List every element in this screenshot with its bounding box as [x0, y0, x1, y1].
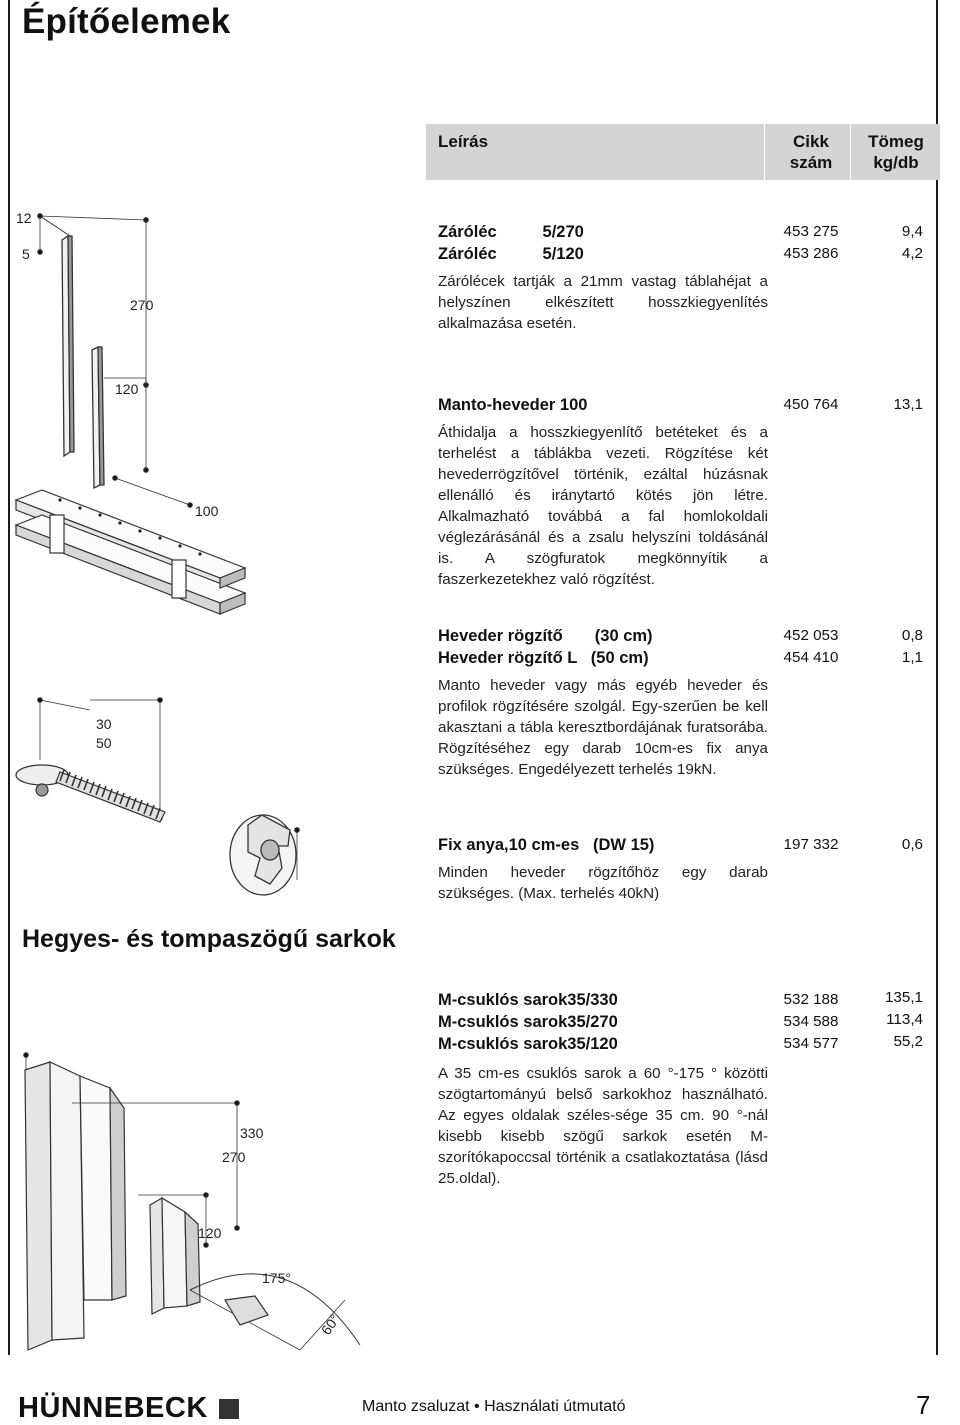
dim-label: 30 [96, 716, 112, 732]
dim-label: 270 [130, 297, 154, 313]
header-description: Leírás [438, 132, 489, 151]
hunnebeck-logo: HÜNNEBECK [18, 1392, 239, 1425]
item-name: Fix anya,10 cm-es (DW 15) [438, 836, 655, 854]
header-code: Cikk szám [789, 132, 833, 172]
section-title: Hegyes- és tompaszögű sarkok [22, 925, 396, 953]
footer-text: Manto zsaluzat • Használati útmutató [362, 1398, 626, 1415]
item-name: Heveder rögzítő (30 cm) [438, 627, 653, 645]
page-title: Építőelemek [22, 2, 231, 41]
item-weight: 9,4 4,2 [901, 223, 923, 262]
header-divider [764, 124, 765, 180]
item-description: Áthidalja a hosszkiegyenlítő betéteket és a terhelést a táblákba vezeti. Rögzítése két hevederrögzítővel történik, ezáltal húzásnak ellenálló és iránytartó kötés jön létre. Alkalmazható továbbá a fal homlokoldali véglezárásánál és a zsalu helyszíni toldásánál is. A szögfuratok megkönnyítik a faszerkezetekhez való rögzítést. [438, 424, 768, 588]
item-description: Zárólécek tartják a 21mm vastag táblahéjat a helyszínen elkészített hosszkiegyenlítés alkalmazása esetén. [438, 273, 768, 332]
dim-label: 50 [96, 735, 112, 751]
dim-label: 60° [317, 1311, 343, 1338]
dim-label: 120 [198, 1225, 222, 1241]
item-fix-anya [438, 834, 768, 904]
item-code: 453 275 453 286 [783, 223, 839, 262]
dim-label: 270 [222, 1149, 246, 1165]
item-name: M-csuklós sarok35/120 [438, 1035, 618, 1053]
heveder-rogzito-illustration [16, 698, 165, 822]
header-weight: Tömeg kg/db [868, 132, 924, 172]
item-weight: 0,6 [901, 836, 923, 853]
item-code: 450 764 [783, 396, 839, 413]
logo-icon [219, 1399, 239, 1419]
illustrations [0, 0, 430, 1390]
thread-pattern [60, 770, 160, 819]
dim-label: 12 [16, 210, 32, 226]
dim-label: 100 [195, 503, 219, 519]
item-heveder-rogzito [438, 625, 768, 780]
item-description: Manto heveder vagy más egyéb heveder és profilok rögzítésére szolgál. Egy-szerűen be kell akasztani a tábla keresztbordájának furatsorába. Rögzítéséhez egy darab 10cm-es fix anya szükséges. Engedélyezett terhelés 19kN. [438, 677, 768, 778]
item-name: Záróléc 5/270 [438, 223, 584, 241]
manto-heveder-illustration [16, 476, 245, 614]
item-name: M-csuklós sarok35/270 [438, 1013, 618, 1031]
zaroloc-illustration [38, 214, 148, 488]
item-weight: 135,1 113,4 55,2 [884, 989, 923, 1050]
item-code: 452 053 454 410 [783, 627, 839, 666]
item-code: 532 188 534 588 534 577 [783, 991, 839, 1052]
right-margin-rule [936, 0, 938, 1355]
page-number: 7 [916, 1390, 931, 1420]
dim-label: 175° [262, 1270, 291, 1286]
item-description: A 35 cm-es csuklós sarok a 60 °-175 ° közötti szögtartományú belső sarkokhoz használható. Az egyes oldalak széles-sége 35 cm. 90 °-nál kisebb kisebb szögű sarkok esetén M-szorítókapoccsal történik a csatlakoztatása (lásd 25.oldal). [438, 1065, 768, 1187]
item-description: Minden heveder rögzítőhöz egy darab szükséges. (Max. terhelés 40kN) [438, 864, 768, 902]
item-name: M-csuklós sarok35/330 [438, 991, 618, 1009]
item-zaroloc [438, 221, 768, 334]
item-name: Heveder rögzítő L (50 cm) [438, 649, 649, 667]
item-manto-heveder [438, 394, 768, 590]
item-code: 197 332 [783, 836, 839, 853]
dim-label: 330 [240, 1125, 264, 1141]
item-name: Záróléc 5/120 [438, 245, 584, 263]
fix-anya-illustration [230, 815, 299, 895]
dim-label: 5 [22, 246, 30, 262]
m-csuklos-sarok-illustration [24, 1053, 360, 1350]
dim-label: 120 [115, 381, 139, 397]
item-name: Manto-heveder 100 [438, 396, 588, 414]
item-weight: 0,8 1,1 [901, 627, 923, 666]
item-weight: 13,1 [893, 396, 923, 413]
item-m-csuklos-sarok [438, 989, 768, 1189]
